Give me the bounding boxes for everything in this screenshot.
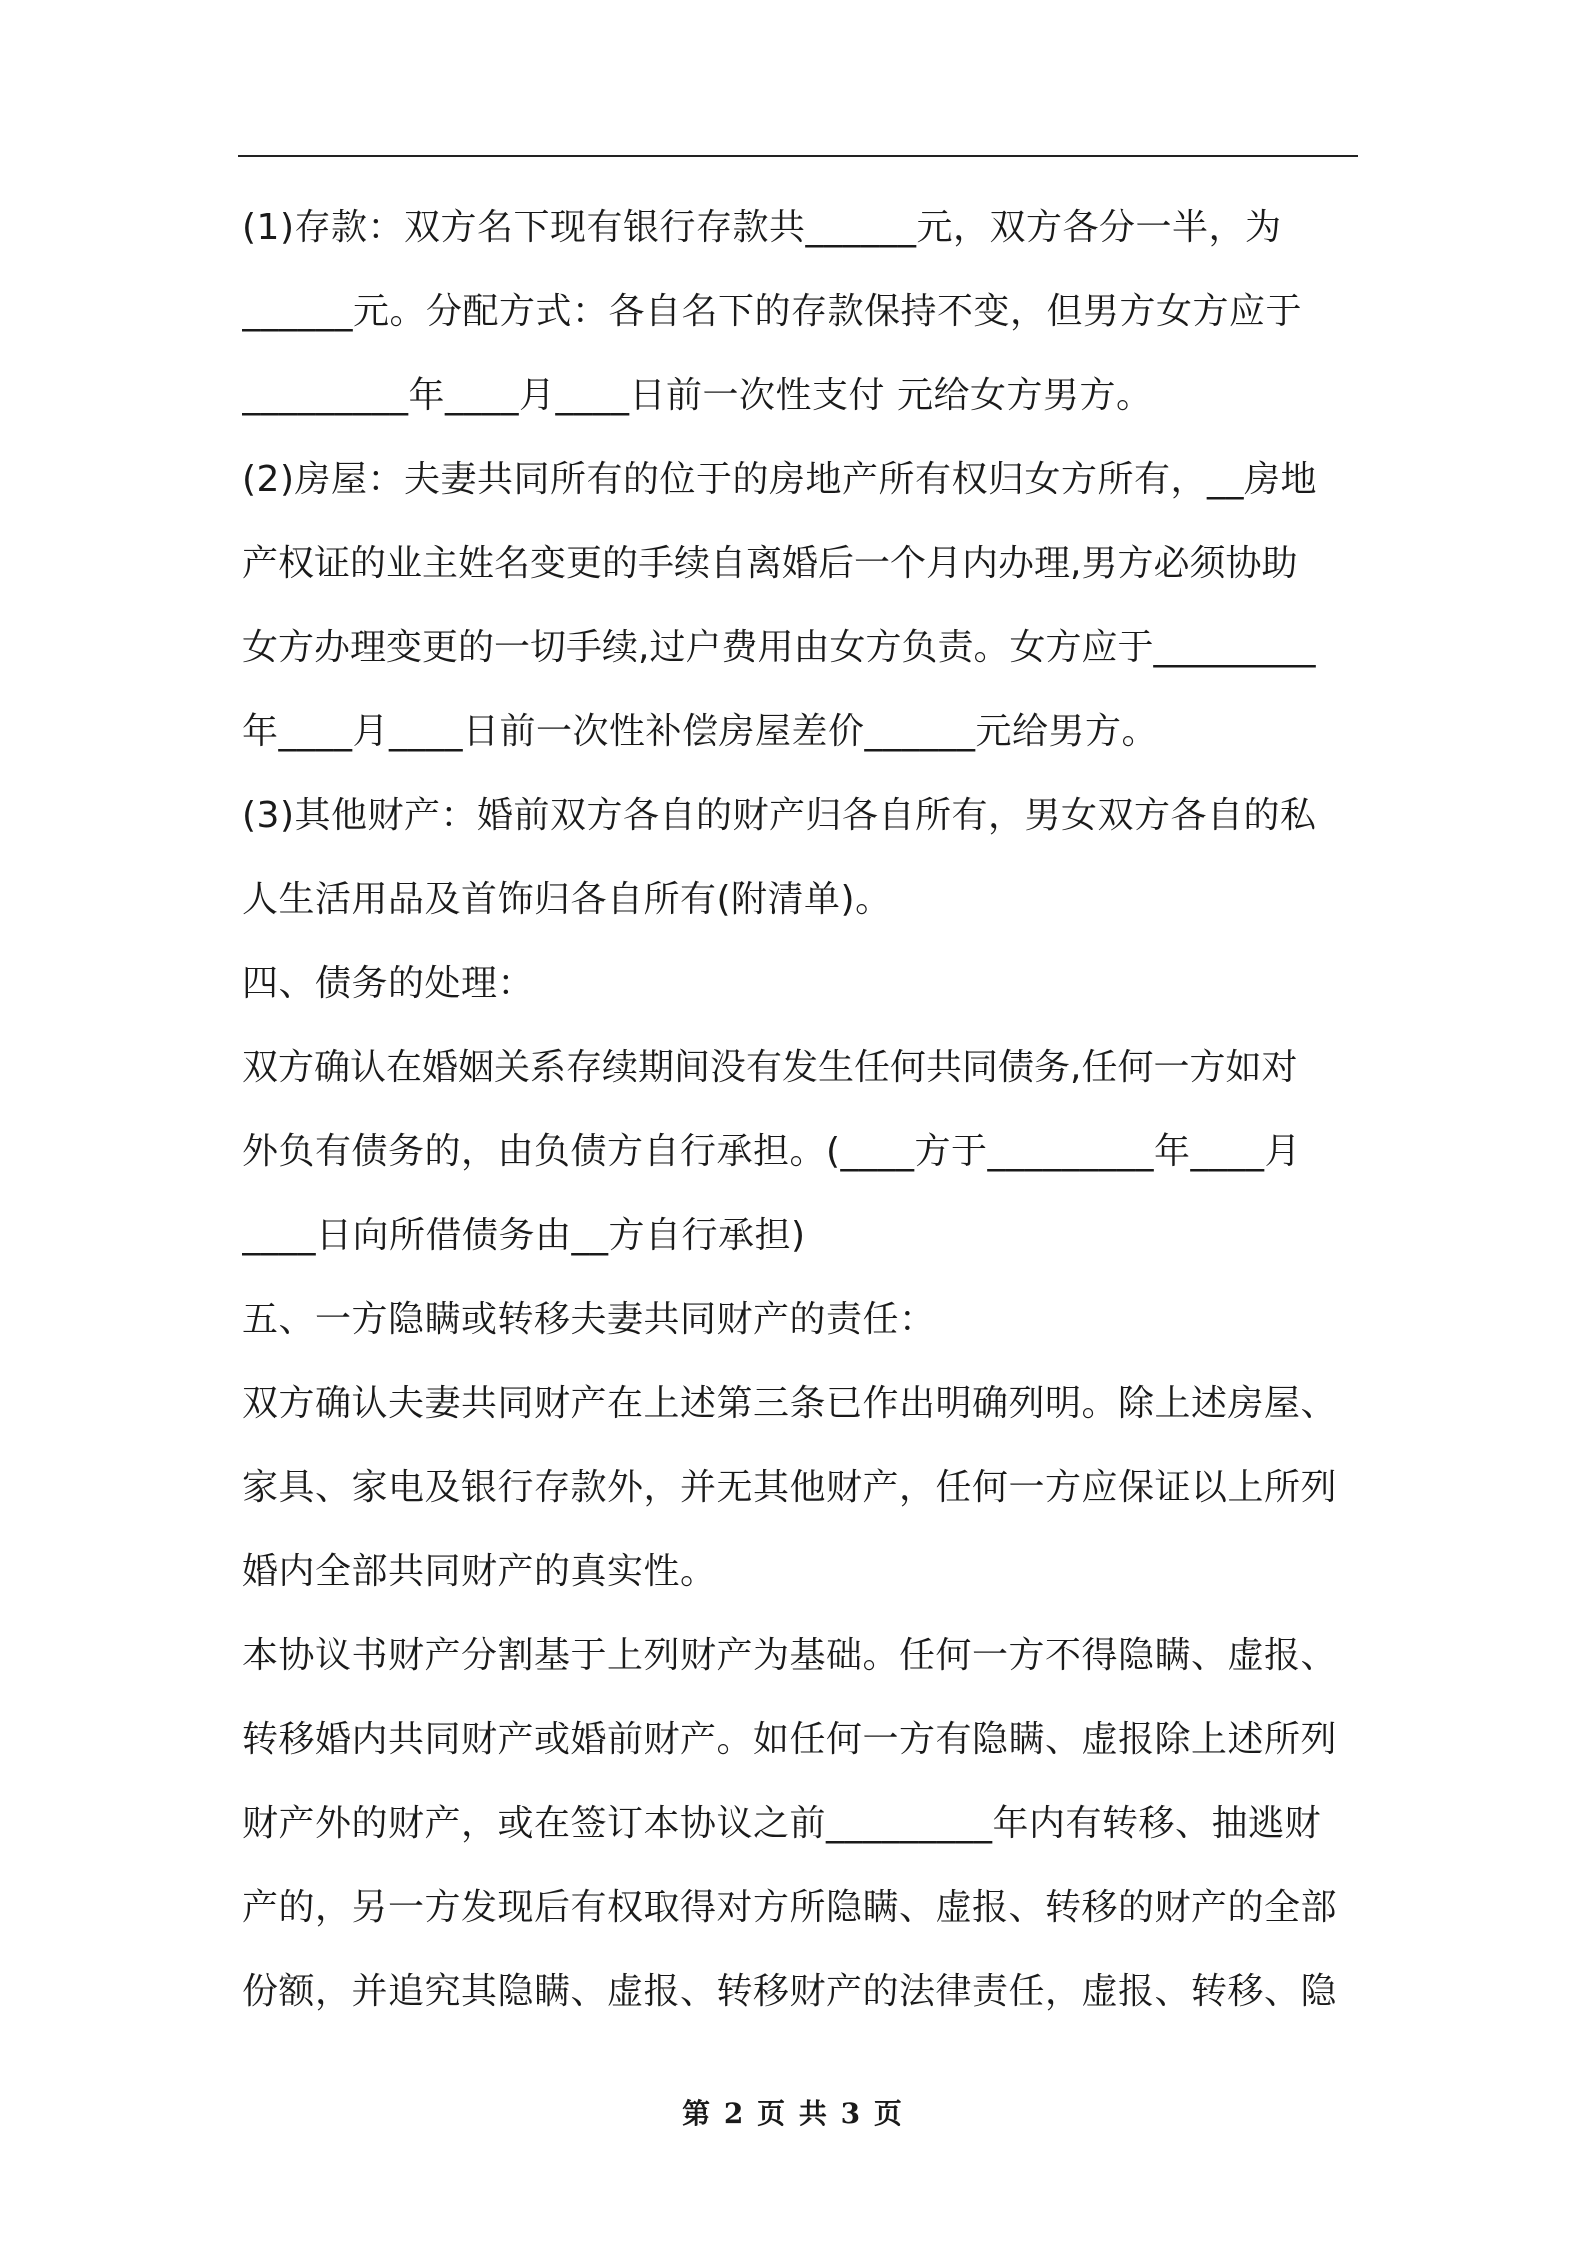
text-line: 双方确认在婚姻关系存续期间没有发生任何共同债务,任何一方如对 [242, 1047, 1298, 1088]
text-line: ____日向所借债务由__方自行承担) [242, 1215, 806, 1256]
text-line: (1)存款：双方名下现有银行存款共______元，双方各分一半，为 [242, 207, 1282, 248]
text-line: 财产外的财产，或在签订本协议之前_________年内有转移、抽逃财 [242, 1803, 1322, 1844]
text-line: (3)其他财产：婚前双方各自的财产归各自所有，男女双方各自的私 [242, 795, 1317, 836]
text-line: 女方办理变更的一切手续,过户费用由女方负责。女方应于_________ [242, 627, 1316, 668]
text-line: _________年____月____日前一次性支付 元给女方男方。 [242, 375, 1153, 416]
text-line: 产权证的业主姓名变更的手续自离婚后一个月内办理,男方必须协助 [242, 543, 1298, 584]
text-line: 产的，另一方发现后有权取得对方所隐瞒、虚报、转移的财产的全部 [242, 1887, 1338, 1928]
text-line: ______元。分配方式：各自名下的存款保持不变，但男方女方应于 [242, 291, 1303, 332]
text-line: 年____月____日前一次性补偿房屋差价______元给男方。 [242, 711, 1159, 752]
text-line: 外负有债务的，由负债方自行承担。(____方于_________年____月 [242, 1131, 1302, 1172]
page-number-footer: 第 2 页 共 3 页 [682, 2097, 904, 2130]
text-line: 婚内全部共同财产的真实性。 [242, 1551, 717, 1592]
text-line: 转移婚内共同财产或婚前财产。如任何一方有隐瞒、虚报除上述所列 [242, 1719, 1338, 1760]
text-line: 人生活用品及首饰归各自所有(附清单)。 [242, 879, 892, 920]
document-body [242, 186, 1358, 2034]
section-heading: 五、一方隐瞒或转移夫妻共同财产的责任： [242, 1299, 936, 1340]
header-rule [238, 155, 1358, 157]
text-line: 双方确认夫妻共同财产在上述第三条已作出明确列明。除上述房屋、 [242, 1383, 1338, 1424]
text-line: (2)房屋：夫妻共同所有的位于的房地产所有权归女方所有，__房地 [242, 459, 1317, 500]
section-heading: 四、债务的处理： [242, 963, 535, 1004]
text-line: 家具、家电及银行存款外，并无其他财产，任何一方应保证以上所列 [242, 1467, 1338, 1508]
text-line: 份额，并追究其隐瞒、虚报、转移财产的法律责任，虚报、转移、隐 [242, 1971, 1338, 2012]
text-line: 本协议书财产分割基于上列财产为基础。任何一方不得隐瞒、虚报、 [242, 1635, 1338, 1676]
